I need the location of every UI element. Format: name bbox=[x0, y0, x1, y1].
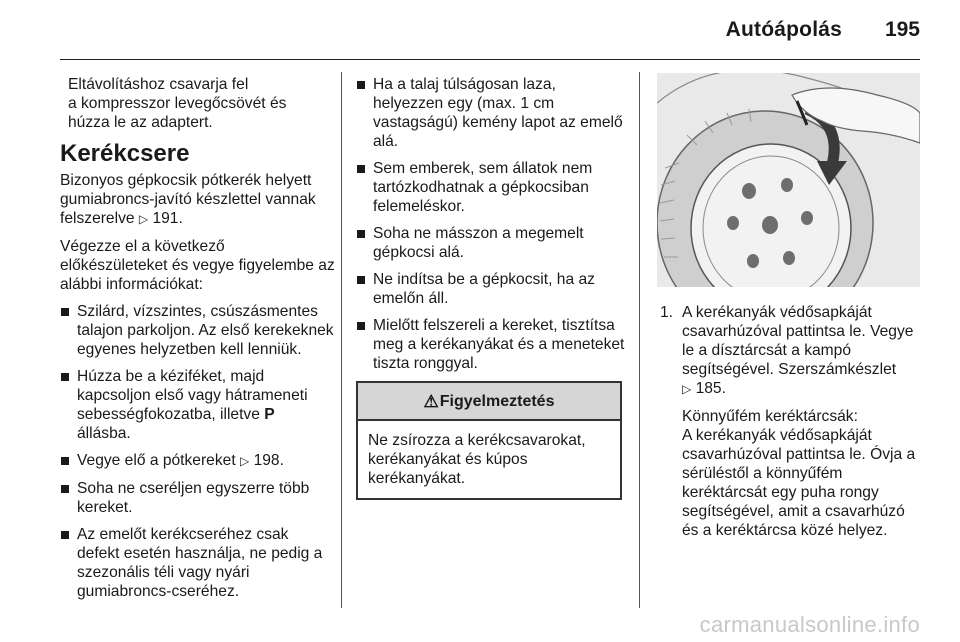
watermark: carmanualsonline.info bbox=[699, 612, 920, 637]
middle-column bbox=[356, 75, 626, 500]
intro-paragraph: Bizonyos gépkocsik pótkerék helyett gumiabroncs-javító készlettel vannak felszerelve ▷ 191. bbox=[60, 172, 316, 227]
list-item: Az emelőt kerékcseréhez csak defekt esetén használja, ne pedig a szezonális téli vagy nyári gumiabroncs-cseréhez. bbox=[60, 525, 335, 601]
right-column bbox=[660, 303, 925, 540]
warning-title: Figyelmeztetés bbox=[439, 392, 555, 410]
step-text: A kerékanyák védősapkáját csavarhúzóval pattintsa le. Vegye le a dísztárcsát a kampó segítségével. Szerszámkészlet ▷ 185. bbox=[682, 304, 914, 397]
list-item: Mielőtt felszereli a kereket, tisztítsa meg a kerékanyákat és a meneteket tiszta ronggyal. bbox=[356, 316, 626, 373]
cross-reference-icon: ▷ bbox=[138, 212, 149, 226]
numbered-step bbox=[660, 303, 925, 399]
list-item: Húzza be a kéziféket, majd kapcsoljon első vagy hátrameneti sebességfokozatba, illetve P állásba. bbox=[60, 367, 335, 443]
alloy-wheel-note bbox=[660, 407, 925, 540]
lead-paragraph: Eltávolításhoz csavarja fel a kompresszor levegőcsövét és húzza le az adaptert. bbox=[68, 76, 287, 131]
list-item: Sem emberek, sem állatok nem tartózkodhatnak a gépkocsiban felemeléskor. bbox=[356, 159, 626, 216]
step-number: 1. bbox=[660, 304, 674, 321]
list-item: Vegye elő a pótkereket ▷ 198. bbox=[60, 451, 335, 471]
column-divider-2 bbox=[639, 72, 640, 608]
left-column bbox=[60, 75, 335, 609]
warning-triangle-icon: ⚠ bbox=[423, 391, 439, 411]
wheel-cover-removal-illustration bbox=[657, 73, 920, 287]
warning-header bbox=[358, 383, 620, 421]
prep-paragraph: Végezze el a következő előkészületeket és vegye figyelembe az alábbi információkat: bbox=[60, 238, 335, 293]
list-item: Ha a talaj túlságosan laza, helyezzen egy (max. 1 cm vastagságú) kemény lapot az emelő alá. bbox=[356, 75, 626, 151]
page-number: 195 bbox=[884, 18, 920, 41]
header-rule bbox=[60, 59, 920, 60]
running-header-title: Autóápolás bbox=[725, 18, 842, 41]
cross-reference-icon: ▷ bbox=[239, 454, 250, 468]
list-item: Ne indítsa be a gépkocsit, ha az emelőn áll. bbox=[356, 270, 626, 308]
alloy-label: Könnyűfém keréktárcsák: bbox=[682, 408, 858, 425]
list-item: Soha ne másszon a megemelt gépkocsi alá. bbox=[356, 224, 626, 262]
warning-box bbox=[356, 381, 622, 500]
section-heading: Kerékcsere bbox=[60, 140, 190, 167]
column-divider-1 bbox=[341, 72, 342, 608]
list-item: Szilárd, vízszintes, csúszásmentes talajon parkoljon. Az első kerekeknek egyenes helyzetben kell lenniük. bbox=[60, 302, 335, 359]
warning-body: Ne zsírozza a kerékcsavarokat, kerékanyákat és kúpos kerékanyákat. bbox=[368, 432, 586, 487]
wheel-hubcap-image bbox=[657, 73, 920, 287]
alloy-text: A kerékanyák védősapkáját csavarhúzóval pattintsa le. Óvja a sérüléstől a könnyűfém keréktárcsát egy puha rongy segítségével, amit a csavarhúzó és a keréktárcsa közé helyez. bbox=[682, 427, 916, 539]
list-item: Soha ne cseréljen egyszerre több kereket. bbox=[60, 479, 335, 517]
cross-reference-icon: ▷ bbox=[682, 382, 692, 396]
